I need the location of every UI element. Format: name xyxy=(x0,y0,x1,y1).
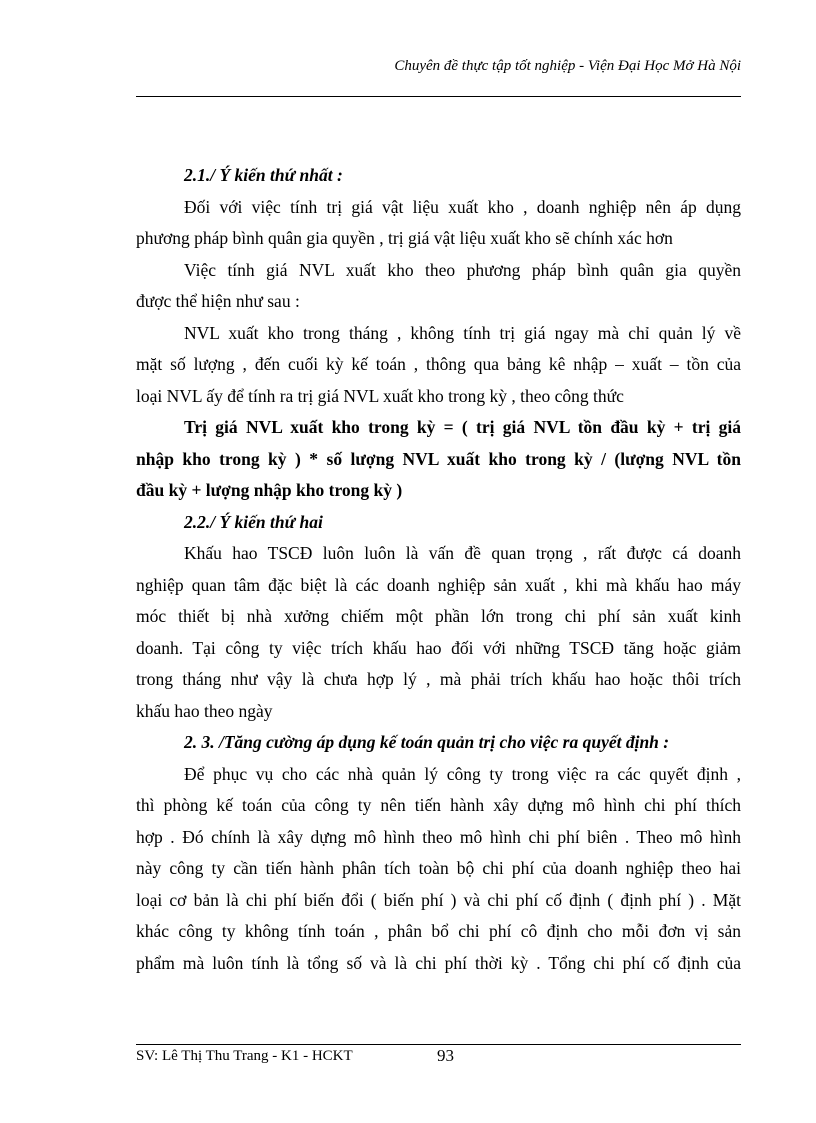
paragraph-line: loại NVL ấy để tính ra trị giá NVL xuất kho trong kỳ , theo công thức xyxy=(136,385,624,406)
footer-author: SV: Lê Thị Thu Trang - K1 - HCKT xyxy=(136,1048,353,1064)
body-text xyxy=(136,160,741,979)
running-header: Chuyên đề thực tập tốt nghiệp - Viện Đại Học Mở Hà Nội xyxy=(394,58,741,74)
paragraph-line: Để phục vụ cho các nhà quản lý công ty trong việc ra các quyết định , xyxy=(184,763,741,784)
paragraph-line: này công ty cần tiến hành phân tích toàn bộ chi phí của doanh nghiệp theo hai xyxy=(136,858,741,878)
header-rule xyxy=(136,96,741,97)
paragraph-line: được thể hiện như sau : xyxy=(136,291,300,311)
paragraph-line: hợp . Đó chính là xây dựng mô hình theo mô hình chi phí biên . Theo mô hình xyxy=(136,826,741,847)
footer-rule xyxy=(136,1044,741,1045)
paragraph-line: Khấu hao TSCĐ luôn luôn là vấn đề quan trọng , rất được cá doanh xyxy=(184,543,741,563)
paragraph-line: nghiệp quan tâm đặc biệt là các doanh nghiệp sản xuất , khi mà khấu hao máy xyxy=(136,574,741,595)
paragraph-line: phẩm mà luôn tính là tổng số và là chi phí thời kỳ . Tổng chi phí cố định của xyxy=(136,952,741,973)
section-heading-2-2: 2.2./ Ý kiến thứ hai xyxy=(184,511,323,532)
page-number: 93 xyxy=(437,1046,454,1065)
paragraph-line: phương pháp bình quân gia quyền , trị giá vật liệu xuất kho sẽ chính xác hơn xyxy=(136,228,673,248)
formula-line: Trị giá NVL xuất kho trong kỳ = ( trị giá NVL tồn đầu kỳ + trị giá xyxy=(184,417,741,437)
paragraph-line: khác công ty không tính toán , phân bổ chi phí cô định cho mỗi đơn vị sản xyxy=(136,921,741,941)
section-heading-2-3: 2. 3. /Tăng cường áp dụng kế toán quản trị cho việc ra quyết định : xyxy=(184,732,670,752)
paragraph-line: thì phòng kế toán của công ty nên tiến hành xây dựng mô hình chi phí thích xyxy=(136,795,741,815)
paragraph-line: móc thiết bị nhà xưởng chiếm một phần lớn trong chi phí sản xuất kinh xyxy=(136,606,741,626)
paragraph-line: Đối với việc tính trị giá vật liệu xuất kho , doanh nghiệp nên áp dụng xyxy=(184,196,741,217)
paragraph-line: Việc tính giá NVL xuất kho theo phương pháp bình quân gia quyền xyxy=(184,259,741,280)
section-heading-2-1: 2.1./ Ý kiến thứ nhất : xyxy=(184,165,343,185)
paragraph-line: khấu hao theo ngày xyxy=(136,700,273,721)
paragraph-line: mặt số lượng , đến cuối kỳ kế toán , thông qua bảng kê nhập – xuất – tồn của xyxy=(136,354,741,374)
paragraph-line: doanh. Tại công ty việc trích khấu hao đối với những TSCĐ tăng hoặc giảm xyxy=(136,637,741,658)
formula-line: nhập kho trong kỳ ) * số lượng NVL xuất kho trong kỳ / (lượng NVL tồn xyxy=(136,448,741,469)
paragraph-line: loại cơ bản là chi phí biến đổi ( biến phí ) và chi phí cố định ( định phí ) . Mặt xyxy=(136,889,741,910)
paragraph-line: trong tháng như vậy là chưa hợp lý , mà phải trích khấu hao hoặc thôi trích xyxy=(136,669,741,689)
paragraph-line: NVL xuất kho trong tháng , không tính trị giá ngay mà chỉ quản lý về xyxy=(184,322,741,343)
formula-line: đầu kỳ + lượng nhập kho trong kỳ ) xyxy=(136,480,403,500)
